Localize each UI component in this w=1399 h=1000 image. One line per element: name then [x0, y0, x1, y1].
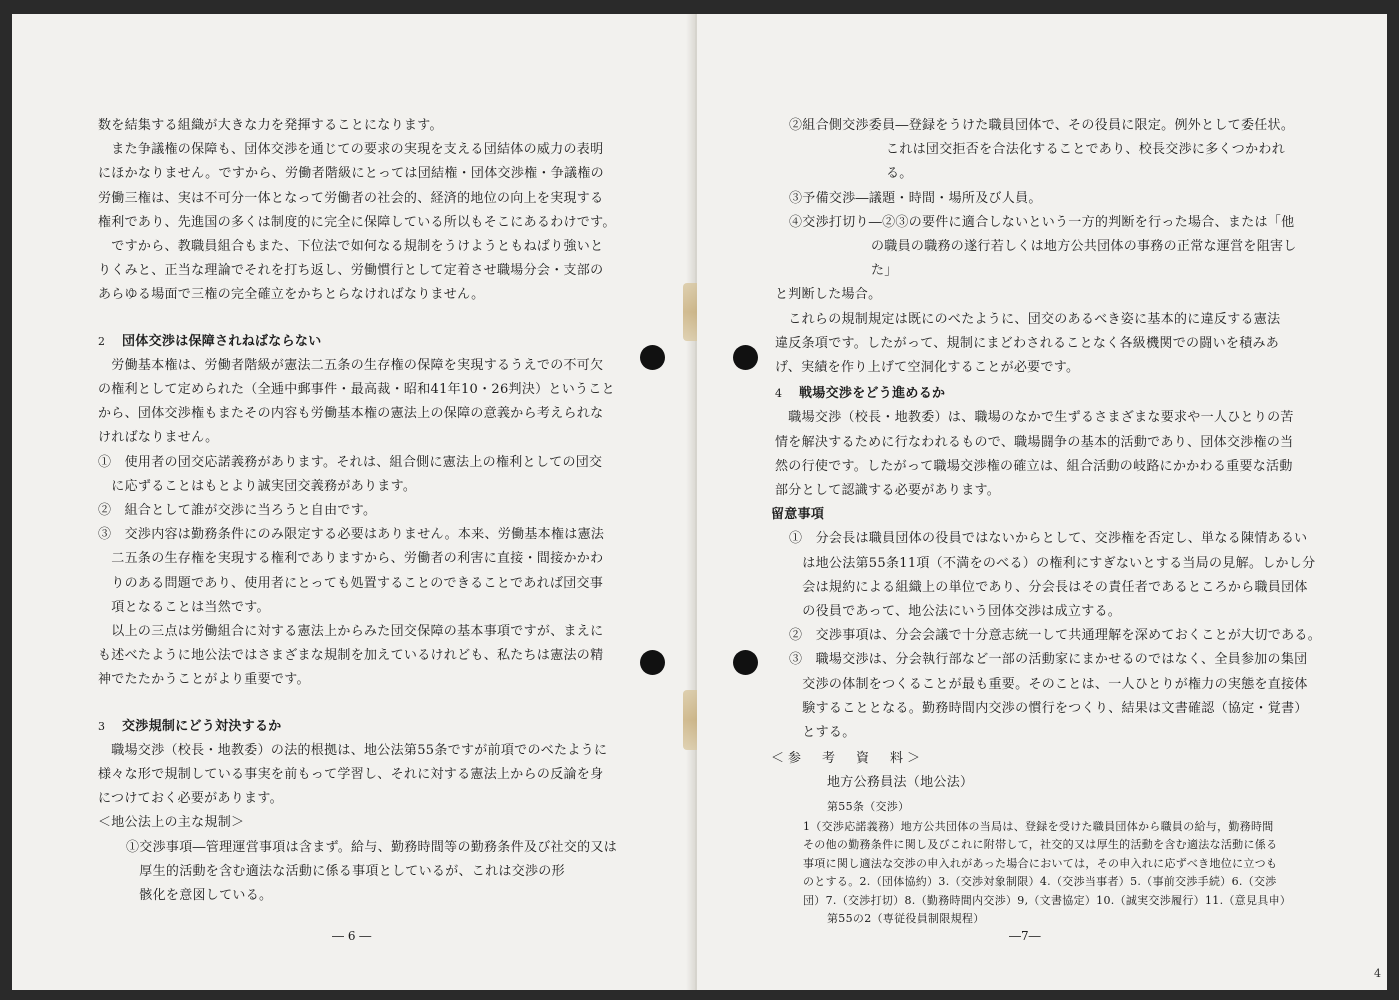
- note-item-line: ② 交渉事項は、分会会議で十分意志統一して共通理解を深めておくことが大切である。: [789, 628, 1322, 644]
- list-item-line: りのある問題であり、使用者にとっても処置することのできることであれば団交事: [98, 575, 604, 591]
- article-line: その他の勤務条件に関し及びこれに附帯して，社交的又は厚生的活動を含む適法な活動に係る: [803, 838, 1278, 852]
- note-item-line: 会は規約による組織上の単位であり、分会長はその責任者であるところから職員団体: [789, 579, 1308, 595]
- text-line: と判断した場合。: [775, 287, 882, 303]
- punch-hole: [640, 650, 665, 675]
- text-line: 権利であり、先進国の多くは制度的に完全に保障している所以もそこにあるわけです。: [98, 214, 616, 230]
- text-line: また争議権の保障も、団体交渉を通じての要求の実現を支える団結体の威力の表明: [98, 142, 604, 158]
- article-title: 第55条（交渉）: [827, 799, 910, 813]
- article-line: 事項に関し適法な交渉の申入れがあった場合においては，その申入れに応ずべき地位に立つも: [803, 856, 1278, 870]
- text-line: 職場交渉（校長・地教委）の法的根拠は、地公法第55条ですが前項でのべたように: [98, 742, 608, 758]
- section-title: 戦場交渉をどう進めるか: [799, 386, 946, 402]
- text-line: 然の行使です。したがって職場交渉権の確立は、組合活動の岐路にかかわる重要な活動: [775, 458, 1293, 474]
- text-line: ければなりません。: [98, 430, 219, 446]
- text-line: 労働基本権は、労働者階級が憲法二五条の生存権の保障を実現するうえでの不可欠: [98, 357, 604, 373]
- section-title: 交渉規制にどう対決するか: [122, 718, 282, 734]
- text-line: も述べたように地公法ではさまざまな規制を加えているけれども、私たちは憲法の精: [98, 648, 604, 664]
- text-line: 情を解決するために行なわれるもので、職場闘争の基本的活動であり、団体交渉権の当: [775, 434, 1294, 450]
- note-item-line: ③ 職場交渉は、分会執行部など一部の活動家にまかせるのではなく、全員参加の集団: [789, 652, 1308, 668]
- section-2-items: [98, 451, 658, 620]
- text-line: 部分として認識する必要があります。: [775, 483, 1001, 499]
- list-item-line: ③ 交渉内容は勤務条件にのみ限定する必要はありません。本来、労働基本権は憲法: [98, 527, 605, 543]
- article-line: のとする。2.（団体協約）3.（交渉対象制限）4.（交渉当事者）5.（事前交渉手続）6.（交渉: [803, 875, 1277, 889]
- page-number: ― 6 ―: [332, 929, 372, 943]
- punch-hole: [733, 345, 758, 370]
- left-text-column: [98, 114, 658, 908]
- note-item-line: とする。: [789, 725, 856, 741]
- text-line: 違反条項です。したがって、規制にまどわされることなく各級機関での闘いを積みあ: [775, 335, 1280, 351]
- text-line: 数を結集する組織が大きな力を発揮することになります。: [98, 118, 443, 133]
- text-line: の職員の職務の遂行若しくは地方公共団体の事務の正常な運営を阻害し: [871, 239, 1297, 255]
- text-line: げ、実績を作り上げて空洞化することが必要です。: [775, 360, 1080, 376]
- list-item-line: 二五条の生存権を実現する権利でありますから、労働者の利害に直接・間接かかわ: [98, 551, 604, 567]
- text-line: 以上の三点は労働組合に対する憲法上からみた団交保障の基本事項ですが、まえに: [98, 624, 604, 640]
- text-line: 様々な形で規制している事実を前もって学習し、それに対する憲法上からの反論を身: [98, 767, 604, 783]
- section-4-body: [775, 406, 1335, 503]
- text-line: 職場交渉（校長・地教委）は、職場のなかで生ずるさまざまな要求や一人ひとりの苦: [775, 410, 1294, 426]
- section-4-heading: [775, 382, 1335, 406]
- section-3-heading: [98, 715, 658, 739]
- punch-hole: [733, 650, 758, 675]
- intro-paragraph: [98, 114, 658, 308]
- text-line: から、団体交渉権もまたその内容も労働基本権の憲法上の保障の意義から考えられな: [98, 406, 604, 422]
- article-text: [775, 818, 1335, 911]
- section-2-closing: [98, 620, 658, 693]
- text-line: あらゆる場面で三権の完全確立をかちとらなければなりません。: [98, 287, 485, 303]
- note-item-line: 験することとなる。勤務時間内交渉の慣行をつくり、結果は文書確認（協定・覚書）: [789, 700, 1308, 716]
- section-number: 2: [98, 334, 106, 348]
- section-number: 3: [98, 719, 106, 733]
- text-line: につけておく必要があります。: [98, 791, 283, 807]
- section-number: 4: [775, 387, 783, 401]
- article-line: 1（交渉応諾義務）地方公共団体の当局は、登録を受けた職員団体から職員の給与，勤務時間: [803, 819, 1274, 833]
- punch-hole: [640, 345, 665, 370]
- page-number: ―7―: [1009, 929, 1041, 943]
- regulation-line: ①交渉事項―管理運営事項は含まず。給与、勤務時間等の勤務条件及び社交的又は: [126, 839, 618, 855]
- notes-list: [775, 527, 1335, 745]
- list-item-line: ① 使用者の団交応諾義務があります。それは、組合側に憲法上の権利としての団交: [98, 454, 603, 470]
- section-2-body: [98, 354, 658, 451]
- text-line: にほかなりません。ですから、労働者階級にとっては団結権・団体交渉権・争議権の: [98, 166, 604, 182]
- section-2-heading: [98, 330, 658, 354]
- note-item-line: の役員であって、地公法にいう団体交渉は成立する。: [789, 604, 1122, 620]
- article-55-2: 第55の2（専従役員制限規程）: [827, 912, 985, 926]
- section-title: 団体交渉は保障されねばならない: [122, 333, 322, 349]
- text-line: 神でたたかうことがより重要です。: [98, 672, 310, 688]
- list-item-line: に応ずることはもとより誠実団交義務があります。: [98, 478, 417, 494]
- article-line: 団）7.（交渉打切）8.（勤務時間内交渉）9,（文書協定）10.（誠実交渉履行）11.（意見具申）: [803, 893, 1292, 907]
- regulations-heading: ＜地公法上の主な規制＞: [98, 815, 245, 831]
- text-line: の権利として定められた（全逓中郵事件・最高裁・昭和41年10・26判決）ということ: [98, 382, 615, 398]
- notes-heading: 留意事項: [771, 507, 825, 523]
- note-item-line: は地公法第55条11項（不満をのべる）の権利にすぎないとする当局の見解。しかし分: [789, 555, 1316, 571]
- corner-mark: 4: [1374, 967, 1381, 980]
- text-line: る。: [886, 166, 913, 182]
- regulations-list: [98, 836, 658, 909]
- right-page: [697, 14, 1387, 990]
- note-item-line: ① 分会長は職員団体の役員ではないからとして、交渉権を否定し、単なる陳情あるい: [789, 531, 1308, 547]
- regulation-continuation: [775, 114, 1335, 380]
- list-item-line: ② 組合として誰が交渉に当ろうと自由です。: [98, 503, 377, 519]
- text-line: た」: [871, 263, 898, 279]
- text-line: ③予備交渉―議題・時間・場所及び人員。: [789, 190, 1042, 206]
- text-line: 労働三権は、実は不可分一体となって労働者の社会的、経済的地位の向上を実現する: [98, 190, 604, 206]
- list-item-line: 項となることは当然です。: [98, 599, 270, 615]
- text-line: ②組合側交渉委員―登録をうけた職員団体で、その役員に限定。例外として委任状。: [789, 118, 1295, 133]
- regulation-line: 厚生的活動を含む適法な活動に係る事項としているが、これは交渉の形: [126, 863, 565, 879]
- text-line: これらの規制規定は既にのべたように、団交のあるべき姿に基本的に違反する憲法: [775, 311, 1281, 327]
- text-line: これは団交拒否を合法化することであり、校長交渉に多くつかわれ: [886, 142, 1286, 158]
- text-line: ですから、教職員組合もまた、下位法で如何なる規制をうけようともねばり強いと: [98, 239, 604, 255]
- text-line: りくみと、正当な理論でそれを打ち返し、労働慣行として定着させ職場分会・支部の: [98, 263, 604, 279]
- reference-heading: ＜参 考 資 料＞: [771, 751, 925, 767]
- section-3-body: [98, 739, 658, 812]
- left-page: [12, 14, 695, 990]
- regulation-line: 骸化を意図している。: [126, 888, 273, 904]
- right-text-column: [771, 114, 1335, 929]
- text-line: ④交渉打切り―②③の要件に適合しないという一方的判断を行った場合、または「他: [789, 214, 1295, 230]
- law-name: 地方公務員法（地公法）: [827, 775, 974, 791]
- note-item-line: 交渉の体制をつくることが最も重要。そのことは、一人ひとりが権力の実態を直接体: [789, 676, 1308, 692]
